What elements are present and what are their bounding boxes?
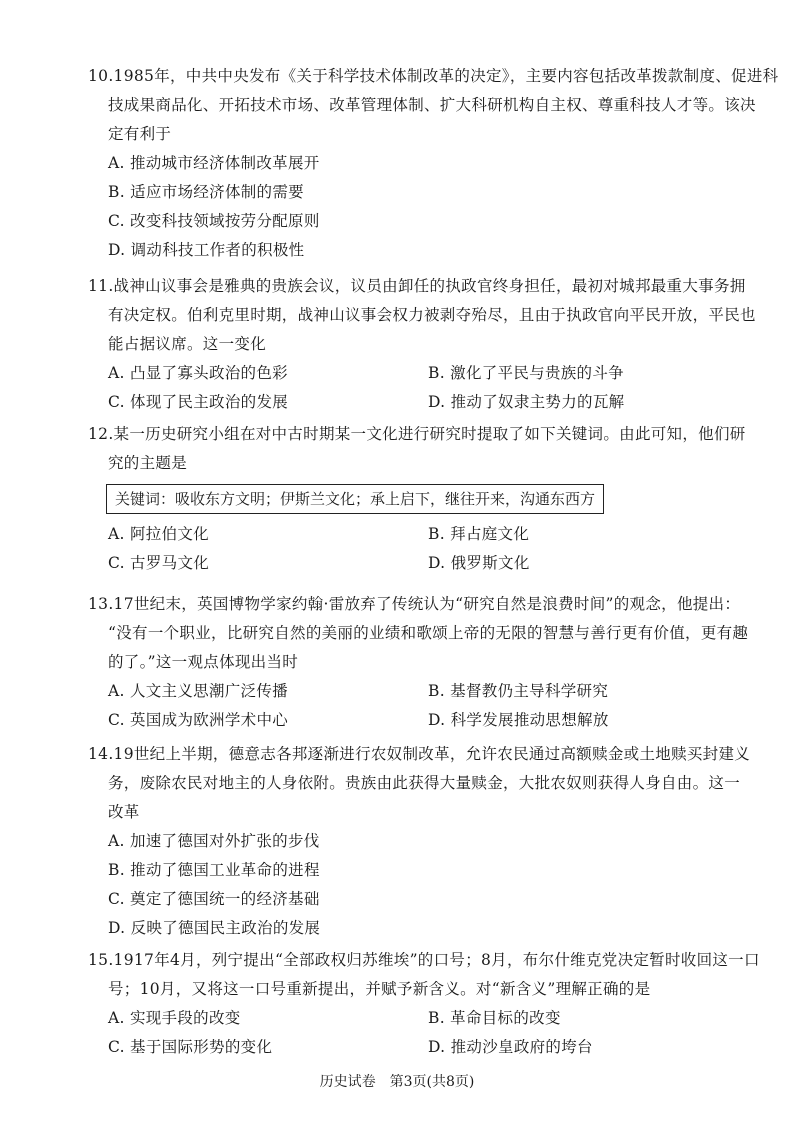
option-d: D. 反映了德国民主政治的发展	[108, 919, 321, 937]
option-row	[88, 1033, 748, 1062]
option-b: B. 基督教仍主导科学研究	[428, 682, 609, 700]
question-stem-line: 11.战神山议事会是雅典的贵族会议，议员由卸任的执政官终身担任，最初对城邦最重大事务拥	[88, 277, 746, 295]
question-stem-line: 有决定权。伯利克里时期，战神山议事会权力被剥夺殆尽，且由于执政官向平民开放，平民也	[108, 306, 756, 324]
option-a: A. 加速了德国对外扩张的步伐	[108, 832, 320, 850]
question-15	[88, 946, 760, 1062]
keywords-box: 关键词：吸收东方文明；伊斯兰文化；承上启下，继往开来，沟通东西方	[106, 484, 604, 514]
option-b: B. 激化了平民与贵族的斗争	[428, 364, 624, 382]
question-stem-line: 定有利于	[108, 125, 172, 143]
question-stem-line: “没有一个职业，比研究自然的美丽的业绩和歌颂上帝的无限的智慧与善行更有价值，更有趣	[108, 624, 749, 642]
question-stem-line: 技成果商品化、开拓技术市场、改革管理体制、扩大科研机构自主权、尊重科技人才等。该决	[108, 96, 756, 114]
page-footer: 历史试卷 第3页(共8页)	[319, 1074, 475, 1090]
option-row	[88, 1004, 748, 1033]
question-stem-line: 12.某一历史研究小组在对中古时期某一文化进行研究时提取了如下关键词。由此可知，他们研	[88, 425, 746, 443]
question-stem-line: 号；10月，又将这一口号重新提出，并赋予新含义。对“新含义”理解正确的是	[108, 980, 651, 998]
option-d: D. 推动了奴隶主势力的瓦解	[428, 393, 625, 411]
option-row	[88, 388, 748, 417]
question-stem-line: 究的主题是	[108, 454, 188, 472]
option-c: C. 体现了民主政治的发展	[108, 393, 289, 411]
option-b: B. 适应市场经济体制的需要	[108, 183, 304, 201]
question-stem-line: 10.1985年，中共中央发布《关于科学技术体制改革的决定》，主要内容包括改革拨款制度、促进科	[88, 67, 779, 85]
option-b: B. 拜占庭文化	[428, 525, 530, 543]
option-d: D. 推动沙皇政府的垮台	[428, 1038, 593, 1056]
option-row	[88, 549, 748, 578]
option-d: D. 俄罗斯文化	[428, 554, 530, 572]
question-12	[88, 420, 748, 578]
option-c: C. 英国成为欧洲学术中心	[108, 711, 289, 729]
question-stem-line: 务，废除农民对地主的人身依附。贵族由此获得大量赎金，大批农奴则获得人身自由。这一	[108, 774, 741, 792]
option-a: A. 人文主义思潮广泛传播	[108, 682, 288, 700]
option-a: A. 实现手段的改变	[108, 1009, 241, 1027]
option-c: C. 奠定了德国统一的经济基础	[108, 890, 320, 908]
question-stem-line: 的了。”这一观点体现出当时	[108, 653, 299, 671]
question-stem-line: 13.17世纪末，英国博物学家约翰·雷放弃了传统认为“研究自然是浪费时间”的观念，他提出：	[88, 595, 741, 613]
option-d: D. 调动科技工作者的积极性	[108, 241, 305, 259]
question-stem-line: 15.1917年4月，列宁提出“全部政权归苏维埃”的口号；8月，布尔什维克党决定暂时收回这一口	[88, 951, 760, 969]
option-a: A. 凸显了寡头政治的色彩	[108, 364, 288, 382]
option-b: B. 推动了德国工业革命的进程	[108, 861, 320, 879]
question-stem-line: 改革	[108, 803, 140, 821]
question-stem-line: 能占据议席。这一变化	[108, 335, 267, 353]
option-a: A. 推动城市经济体制改革展开	[108, 154, 320, 172]
question-stem-line: 14.19世纪上半期，德意志各邦逐渐进行农奴制改革，允许农民通过高额赎金或土地赎买封建义	[88, 745, 751, 763]
option-row	[88, 359, 748, 388]
question-11	[88, 272, 756, 417]
question-14	[88, 740, 751, 943]
option-c: C. 基于国际形势的变化	[108, 1038, 273, 1056]
option-d: D. 科学发展推动思想解放	[428, 711, 609, 729]
option-row	[88, 677, 748, 706]
option-c: C. 古罗马文化	[108, 554, 210, 572]
option-a: A. 阿拉伯文化	[108, 525, 209, 543]
question-10	[88, 62, 779, 265]
option-row	[88, 520, 748, 549]
option-b: B. 革命目标的改变	[428, 1009, 561, 1027]
option-row	[88, 706, 748, 735]
question-13	[88, 590, 748, 735]
option-c: C. 改变科技领域按劳分配原则	[108, 212, 320, 230]
